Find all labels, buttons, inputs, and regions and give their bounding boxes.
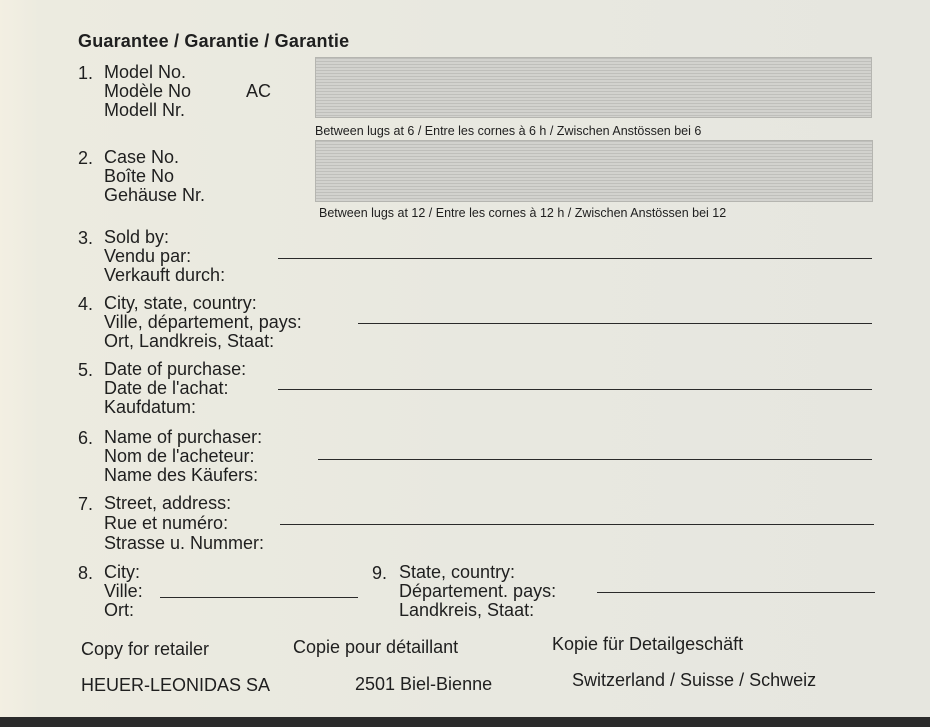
copy-en: Copy for retailer [81, 639, 210, 659]
street-label-fr: Rue et numéro: [104, 513, 229, 533]
field-number: 8. [78, 563, 94, 583]
city-state-label-de: Ort, Landkreis, Staat: [104, 331, 275, 351]
field-number: 4. [78, 294, 94, 314]
city-label-en: City: [104, 562, 140, 582]
city-label-fr: Ville: [104, 581, 143, 601]
case-label-fr: Boîte No [104, 166, 175, 186]
card-title: Guarantee / Garantie / Garantie [78, 31, 350, 51]
field-number: 2. [78, 148, 94, 168]
date-line[interactable] [278, 389, 872, 390]
purchaser-label-de: Name des Käufers: [104, 465, 259, 485]
case-caption: Between lugs at 12 / Entre les cornes à 12 h / Zwischen Anstössen bei 12 [319, 206, 727, 220]
field-number: 3. [78, 228, 94, 248]
case-label-en: Case No. [104, 147, 180, 167]
city-state-line[interactable] [358, 323, 872, 324]
state-line[interactable] [597, 592, 875, 593]
copy-fr: Copie pour détaillant [293, 637, 459, 657]
field-number: 1. [78, 63, 94, 83]
date-label-fr: Date de l'achat: [104, 378, 229, 398]
city-line[interactable] [160, 597, 358, 598]
purchaser-label-en: Name of purchaser: [104, 427, 263, 447]
model-number-field[interactable] [315, 57, 872, 118]
field-number: 9. [372, 563, 388, 583]
field-number: 5. [78, 360, 94, 380]
model-label-fr: Modèle No [104, 81, 192, 101]
company-country: Switzerland / Suisse / Schweiz [572, 670, 817, 690]
state-label-fr: Département. pays: [399, 581, 557, 601]
sold-by-label-en: Sold by: [104, 227, 170, 247]
model-label-en: Model No. [104, 62, 187, 82]
purchaser-line[interactable] [318, 459, 872, 460]
purchaser-label-fr: Nom de l'acheteur: [104, 446, 255, 466]
case-number-field[interactable] [315, 140, 873, 202]
street-label-en: Street, address: [104, 493, 232, 513]
copy-de: Kopie für Detailgeschäft [552, 634, 744, 654]
street-line[interactable] [280, 524, 874, 525]
sold-by-label-fr: Vendu par: [104, 246, 192, 266]
state-label-en: State, country: [399, 562, 516, 582]
state-label-de: Landkreis, Staat: [399, 600, 535, 620]
model-caption: Between lugs at 6 / Entre les cornes à 6 h / Zwischen Anstössen bei 6 [315, 124, 702, 138]
model-label-de: Modell Nr. [104, 100, 186, 120]
field-number: 7. [78, 494, 94, 514]
city-label-de: Ort: [104, 600, 134, 620]
street-label-de: Strasse u. Nummer: [104, 533, 265, 553]
model-prefix: AC [246, 81, 272, 101]
field-number: 6. [78, 428, 94, 448]
sold-by-line[interactable] [278, 258, 872, 259]
date-label-en: Date of purchase: [104, 359, 247, 379]
case-label-de: Gehäuse Nr. [104, 185, 206, 205]
city-state-label-fr: Ville, département, pays: [104, 312, 302, 332]
date-label-de: Kaufdatum: [104, 397, 197, 417]
company-city: 2501 Biel-Bienne [355, 674, 493, 694]
company-name: HEUER-LEONIDAS SA [81, 675, 271, 695]
sold-by-label-de: Verkauft durch: [104, 265, 226, 285]
city-state-label-en: City, state, country: [104, 293, 257, 313]
